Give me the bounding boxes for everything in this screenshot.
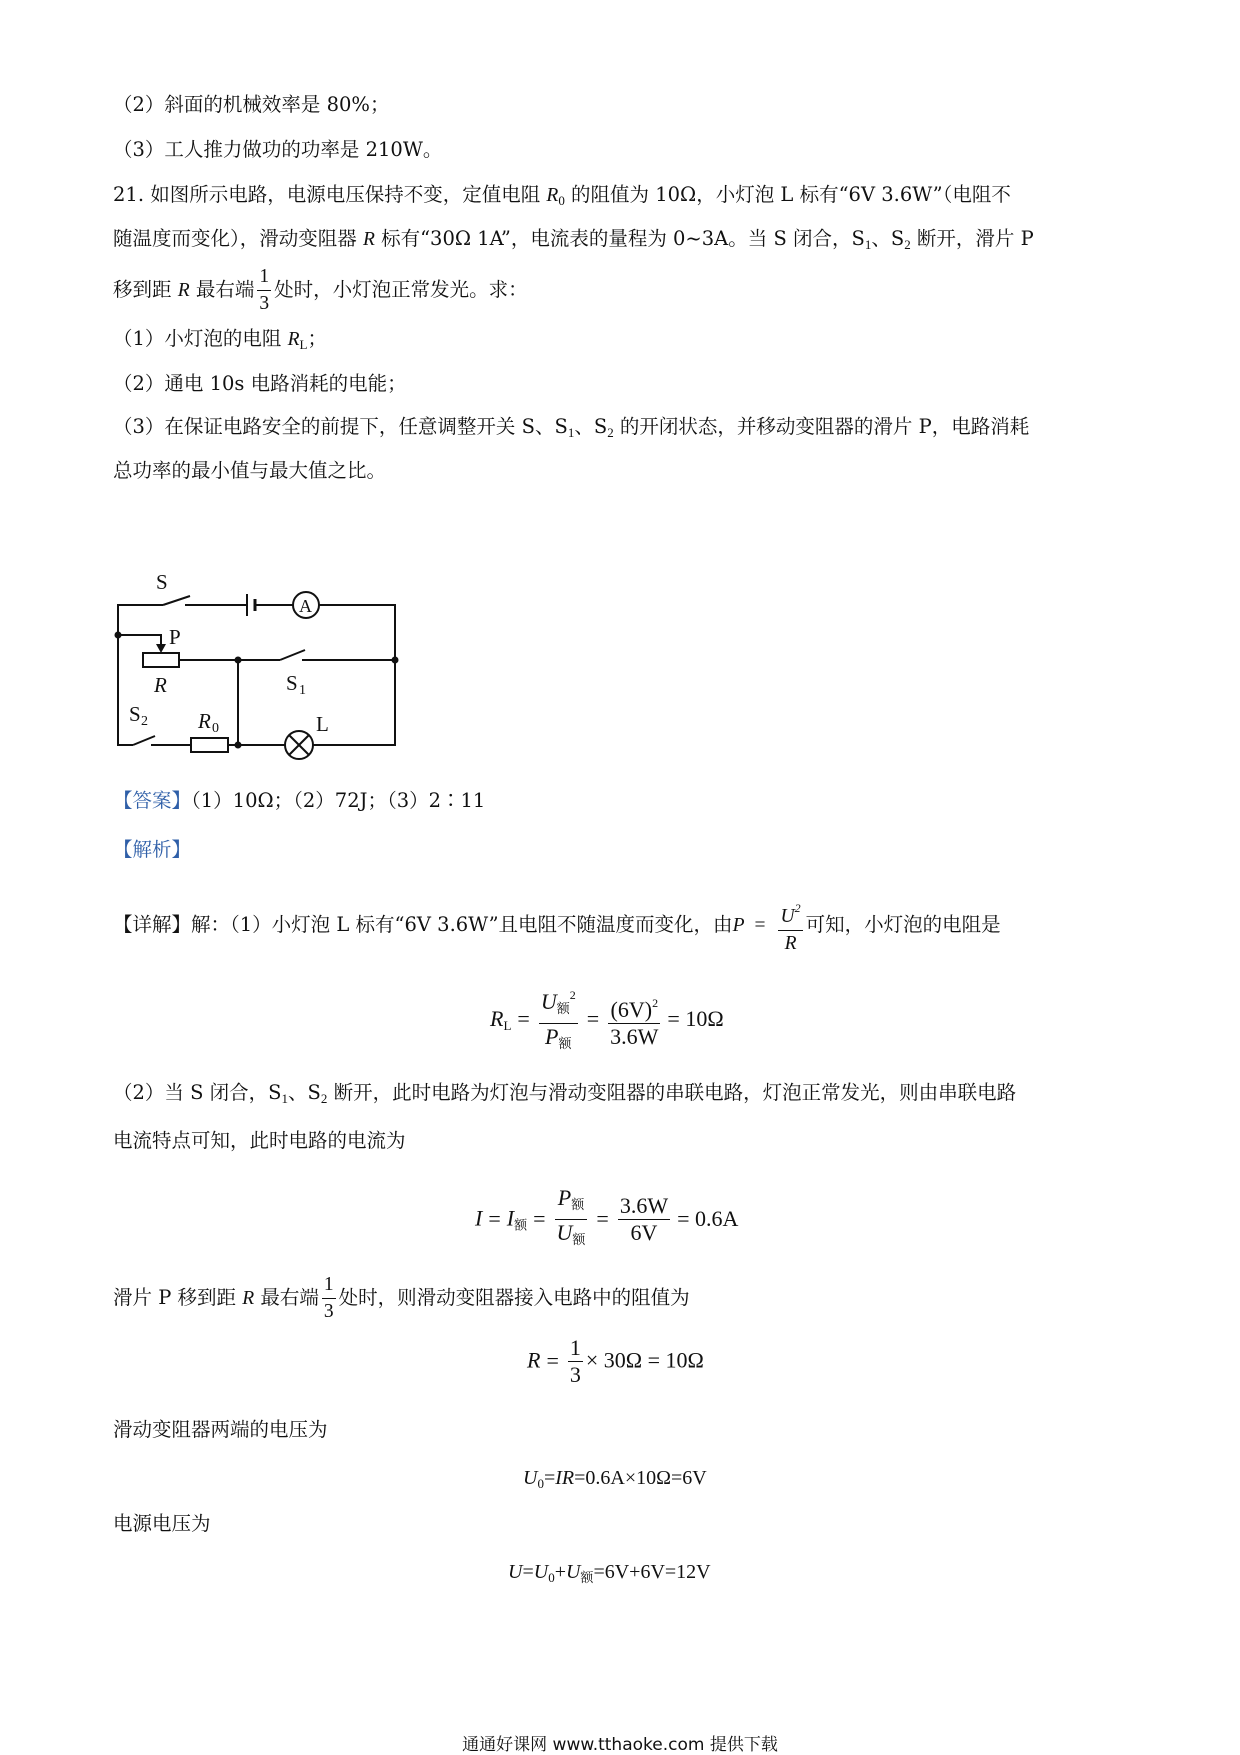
- label-s2-sub: 2: [141, 714, 148, 729]
- switch-s1: [280, 650, 305, 660]
- detail-line: [113, 890, 1001, 961]
- subscript: 额: [558, 1037, 572, 1052]
- result: =6V+6V=12V: [593, 1561, 711, 1583]
- label-s1: S: [286, 671, 298, 695]
- text: 断开，此时电路为灯泡与滑动变阻器的串联电路，灯泡正常发光，则由串联电路: [327, 1081, 1017, 1104]
- fraction: [618, 1193, 670, 1246]
- symbol: U: [540, 989, 557, 1014]
- fraction: [568, 1335, 583, 1388]
- symbol: I: [475, 1205, 483, 1231]
- superscript: 2: [794, 900, 801, 915]
- plus: +: [554, 1561, 566, 1583]
- symbol: R: [362, 229, 375, 250]
- denominator: 3: [569, 1362, 581, 1387]
- text: 处时，则滑动变阻器接入电路中的阻值为: [338, 1286, 690, 1309]
- symbol: P: [732, 915, 745, 936]
- sub-question: 总功率的最小值与最大值之比。: [113, 459, 387, 482]
- label-r0: R: [198, 709, 211, 733]
- symbol: R: [527, 1347, 541, 1373]
- answer-line: [113, 787, 485, 815]
- denominator: 3: [259, 293, 270, 314]
- fraction: [608, 990, 660, 1050]
- text: （2）当 S 闭合，S: [113, 1081, 282, 1104]
- text: 、S: [871, 227, 905, 250]
- label-l: L: [316, 712, 329, 736]
- result: × 30Ω = 10Ω: [585, 1347, 704, 1373]
- value: (6V): [610, 997, 653, 1022]
- text-line: [113, 1270, 690, 1327]
- symbol: U: [523, 1467, 538, 1489]
- switch-s2: [133, 736, 155, 745]
- text-line: 电源电压为: [113, 1512, 211, 1535]
- subscript: 额: [571, 1198, 585, 1213]
- symbol: R: [177, 280, 190, 301]
- subscript: 0: [558, 193, 565, 208]
- numerator: 1: [257, 264, 271, 291]
- equals: =: [522, 1561, 534, 1583]
- symbol: U: [533, 1561, 549, 1583]
- equals: =: [754, 915, 766, 936]
- text-line: （2）斜面的机械效率是 80%；: [113, 93, 390, 116]
- equals: =: [543, 1467, 556, 1489]
- wire: [118, 605, 163, 680]
- circuit-diagram: [105, 565, 415, 765]
- sub-question: [113, 325, 327, 359]
- result: = 0.6A: [677, 1205, 739, 1231]
- text: 最右端: [189, 278, 255, 301]
- question-line: [113, 262, 528, 319]
- analysis-tag: [113, 836, 191, 864]
- fraction: [539, 982, 578, 1058]
- label-s2: S: [129, 702, 141, 726]
- rheostat-r: [143, 653, 179, 667]
- subscript: 0: [537, 1476, 544, 1491]
- symbol: U: [508, 1561, 523, 1583]
- result: =0.6A×10Ω=6V: [574, 1467, 707, 1489]
- formula-u0: [523, 1465, 707, 1492]
- symbol: IR: [555, 1467, 575, 1489]
- junction-dot: [235, 657, 242, 664]
- text: 、S: [288, 1081, 321, 1104]
- subscript: 额: [556, 1002, 570, 1017]
- label-r0-sub: 0: [212, 721, 219, 736]
- subscript: 2: [607, 425, 614, 440]
- answer-text: （1）10Ω；（2）72J；（3）2∶11: [191, 789, 486, 812]
- text-line: （3）工人推力做功的功率是 210W。: [113, 138, 443, 161]
- detail-tag: 【详解】: [113, 913, 192, 936]
- superscript: 2: [652, 996, 659, 1010]
- fraction: [322, 1272, 336, 1325]
- sub-question: （2）通电 10s 电路消耗的电能；: [113, 372, 407, 395]
- equals: =: [546, 1347, 559, 1373]
- text-line: 滑动变阻器两端的电压为: [113, 1418, 328, 1441]
- text: 解：（1）小灯泡 L 标有“6V 3.6W”且电阻不随温度而变化，由: [191, 913, 733, 936]
- label-p: P: [169, 625, 181, 649]
- text: 随温度而变化），滑动变阻器: [113, 227, 363, 250]
- symbol: U: [780, 905, 795, 927]
- denominator: 3: [323, 1301, 334, 1322]
- denominator: 6V: [630, 1220, 658, 1245]
- numerator: 3.6W: [619, 1193, 669, 1218]
- text: 断开，滑片 P: [910, 227, 1034, 250]
- text-line: [113, 1079, 1016, 1113]
- slider-arrow: [156, 644, 166, 653]
- junction-dot: [392, 657, 399, 664]
- formula-rl: [490, 982, 724, 1058]
- equals: =: [517, 1006, 530, 1031]
- label-s1-sub: 1: [299, 683, 306, 698]
- subscript: 1: [281, 1091, 289, 1106]
- equals: =: [533, 1205, 546, 1231]
- symbol: U: [556, 1220, 573, 1245]
- formula-r: [527, 1335, 704, 1388]
- answer-tag: 【答案】: [113, 789, 192, 812]
- value: 3.6W: [610, 1024, 659, 1049]
- numerator: 1: [322, 1272, 336, 1299]
- subscript: 额: [514, 1218, 528, 1234]
- subscript: 2: [904, 237, 911, 252]
- formula-current: [475, 1185, 738, 1254]
- text: 滑片 P 移到距: [113, 1286, 243, 1309]
- symbol: R: [784, 932, 797, 954]
- subscript: 0: [548, 1570, 555, 1585]
- subscript: L: [299, 337, 308, 352]
- text: 标有“30Ω 1A”，电流表的量程为 0~3A。当 S 闭合，S: [374, 227, 865, 250]
- text: 的阻值为 10Ω，小灯泡 L 标有“6V 3.6W”（电阻不: [564, 183, 1011, 206]
- subscript: 额: [572, 1233, 586, 1248]
- sub-question: [113, 413, 1029, 447]
- symbol: R: [242, 1288, 255, 1309]
- equals: =: [586, 1006, 600, 1031]
- wire: [118, 635, 161, 648]
- text: （3）在保证电路安全的前提下，任意调整开关 S、S: [113, 415, 568, 438]
- text: ；: [307, 327, 327, 350]
- subscript: 1: [567, 425, 575, 440]
- subscript: L: [503, 1018, 512, 1033]
- junction-dot: [115, 632, 122, 639]
- symbol: R: [287, 329, 300, 350]
- label-ammeter: A: [299, 596, 312, 616]
- page-footer: 通通好课网 www.tthaoke.com 提供下载: [462, 1735, 778, 1755]
- text: 21. 如图所示电路，电源电压保持不变，定值电阻: [113, 183, 547, 206]
- fraction: [555, 1185, 588, 1254]
- equals: =: [488, 1205, 501, 1231]
- text: 可知，小灯泡的电阻是: [805, 913, 1001, 936]
- text: （1）小灯泡的电阻: [113, 327, 288, 350]
- symbol: P: [557, 1185, 572, 1210]
- question-line: [113, 225, 1034, 259]
- text: 、S: [574, 415, 608, 438]
- label-s: S: [156, 570, 168, 594]
- formula-u: [508, 1559, 711, 1586]
- symbol: I: [506, 1205, 515, 1231]
- symbol: U: [565, 1561, 581, 1583]
- subscript: 1: [864, 237, 872, 252]
- text: 处时，小灯泡正常发光。求：: [274, 278, 528, 301]
- symbol: R: [490, 1006, 504, 1031]
- symbol: R: [546, 185, 559, 206]
- superscript: 2: [569, 988, 576, 1002]
- numerator: 1: [569, 1335, 581, 1360]
- junction-dot: [235, 742, 242, 749]
- text: 最右端: [254, 1286, 319, 1309]
- text: 的开闭状态，并移动变阻器的滑片 P，电路消耗: [613, 415, 1030, 438]
- fraction: [778, 895, 802, 957]
- subscript: 2: [320, 1091, 328, 1106]
- text-line: 电流特点可知，此时电路的电流为: [113, 1129, 406, 1152]
- fraction: [257, 264, 271, 317]
- symbol: P: [545, 1024, 559, 1049]
- text: 【解析】: [113, 838, 192, 861]
- result: = 10Ω: [667, 1006, 724, 1031]
- resistor-r0: [191, 738, 228, 752]
- switch-s: [163, 596, 190, 605]
- equals: =: [596, 1205, 609, 1231]
- question-line: [113, 181, 1011, 215]
- label-r: R: [154, 673, 167, 697]
- subscript: 额: [580, 1571, 594, 1586]
- text: 移到距: [113, 278, 178, 301]
